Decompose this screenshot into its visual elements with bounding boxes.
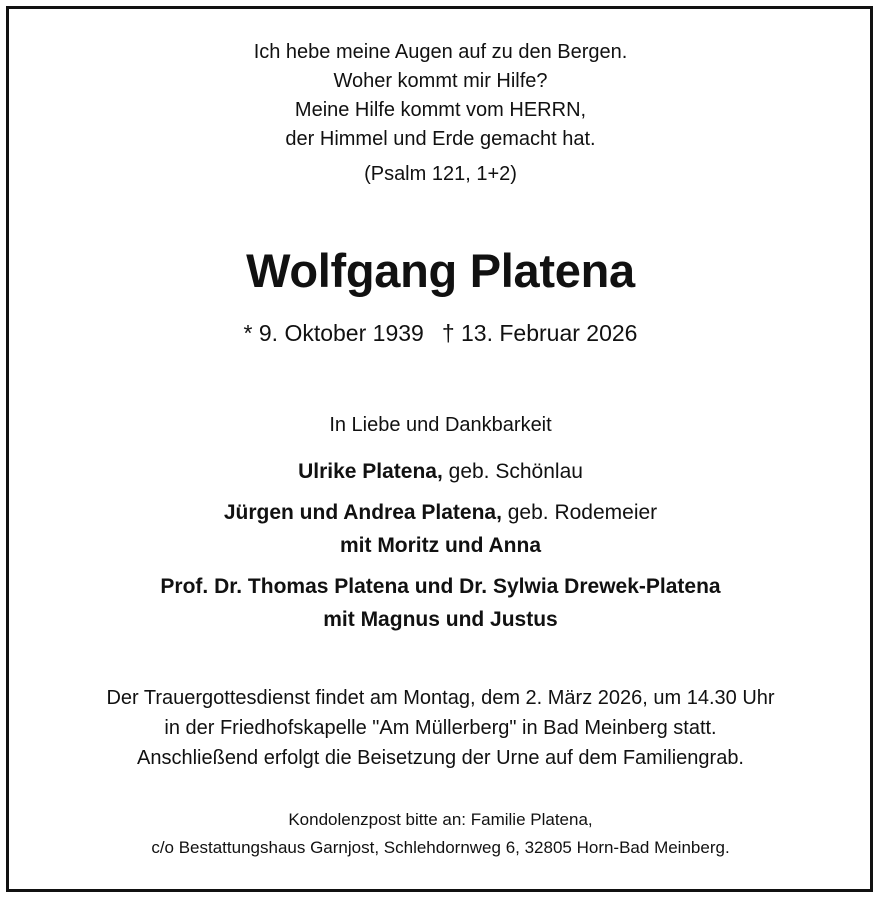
service-line: Anschließend erfolgt die Beisetzung der Urne auf dem Familiengrab. [137,747,744,769]
psalm-line: Woher kommt mir Hilfe? [333,70,548,92]
mourner-name: Jürgen und Andrea Platena, [223,501,502,524]
service-line: in der Friedhofskapelle "Am Müllerberg" in Bad Meinberg statt. [164,717,717,739]
psalm-line: der Himmel und Erde gemacht hat. [285,128,596,150]
mourner-line [0,455,881,488]
birth-date: * 9. Oktober 1939 [243,320,424,346]
mourner-children: mit Moritz und Anna [339,534,542,557]
life-dates [0,318,881,348]
condolence-line: c/o Bestattungshaus Garnjost, Schlehdornweg 6, 32805 Horn-Bad Meinberg. [151,838,730,857]
mourner-name: Ulrike Platena, [298,460,443,483]
mourner-line [0,496,881,529]
mourner-note: geb. Schönlau [442,460,583,483]
condolence-line: Kondolenzpost bitte an: Familie Platena, [288,810,593,829]
mourners-list [0,455,881,636]
mourner-children: mit Magnus und Justus [323,608,558,631]
condolence-address [0,806,881,862]
mourner-name: Prof. Dr. Thomas Platena und Dr. Sylwia Drewek-Platena [160,575,721,598]
psalm-quote [0,38,881,189]
psalm-line: Meine Hilfe kommt vom HERRN, [294,99,587,121]
service-line: Der Trauergottesdienst findet am Montag, dem 2. März 2026, um 14.30 Uhr [106,687,775,709]
dedication-text: In Liebe und Dankbarkeit [329,414,552,436]
death-date: † 13. Februar 2026 [441,320,638,346]
funeral-service-info [0,683,881,773]
deceased-name: Wolfgang Platena [246,244,635,297]
psalm-line: Ich hebe meine Augen auf zu den Bergen. [253,41,628,63]
mourner-note: geb. Rodemeier [501,501,658,524]
psalm-reference: (Psalm 121, 1+2) [364,163,517,185]
